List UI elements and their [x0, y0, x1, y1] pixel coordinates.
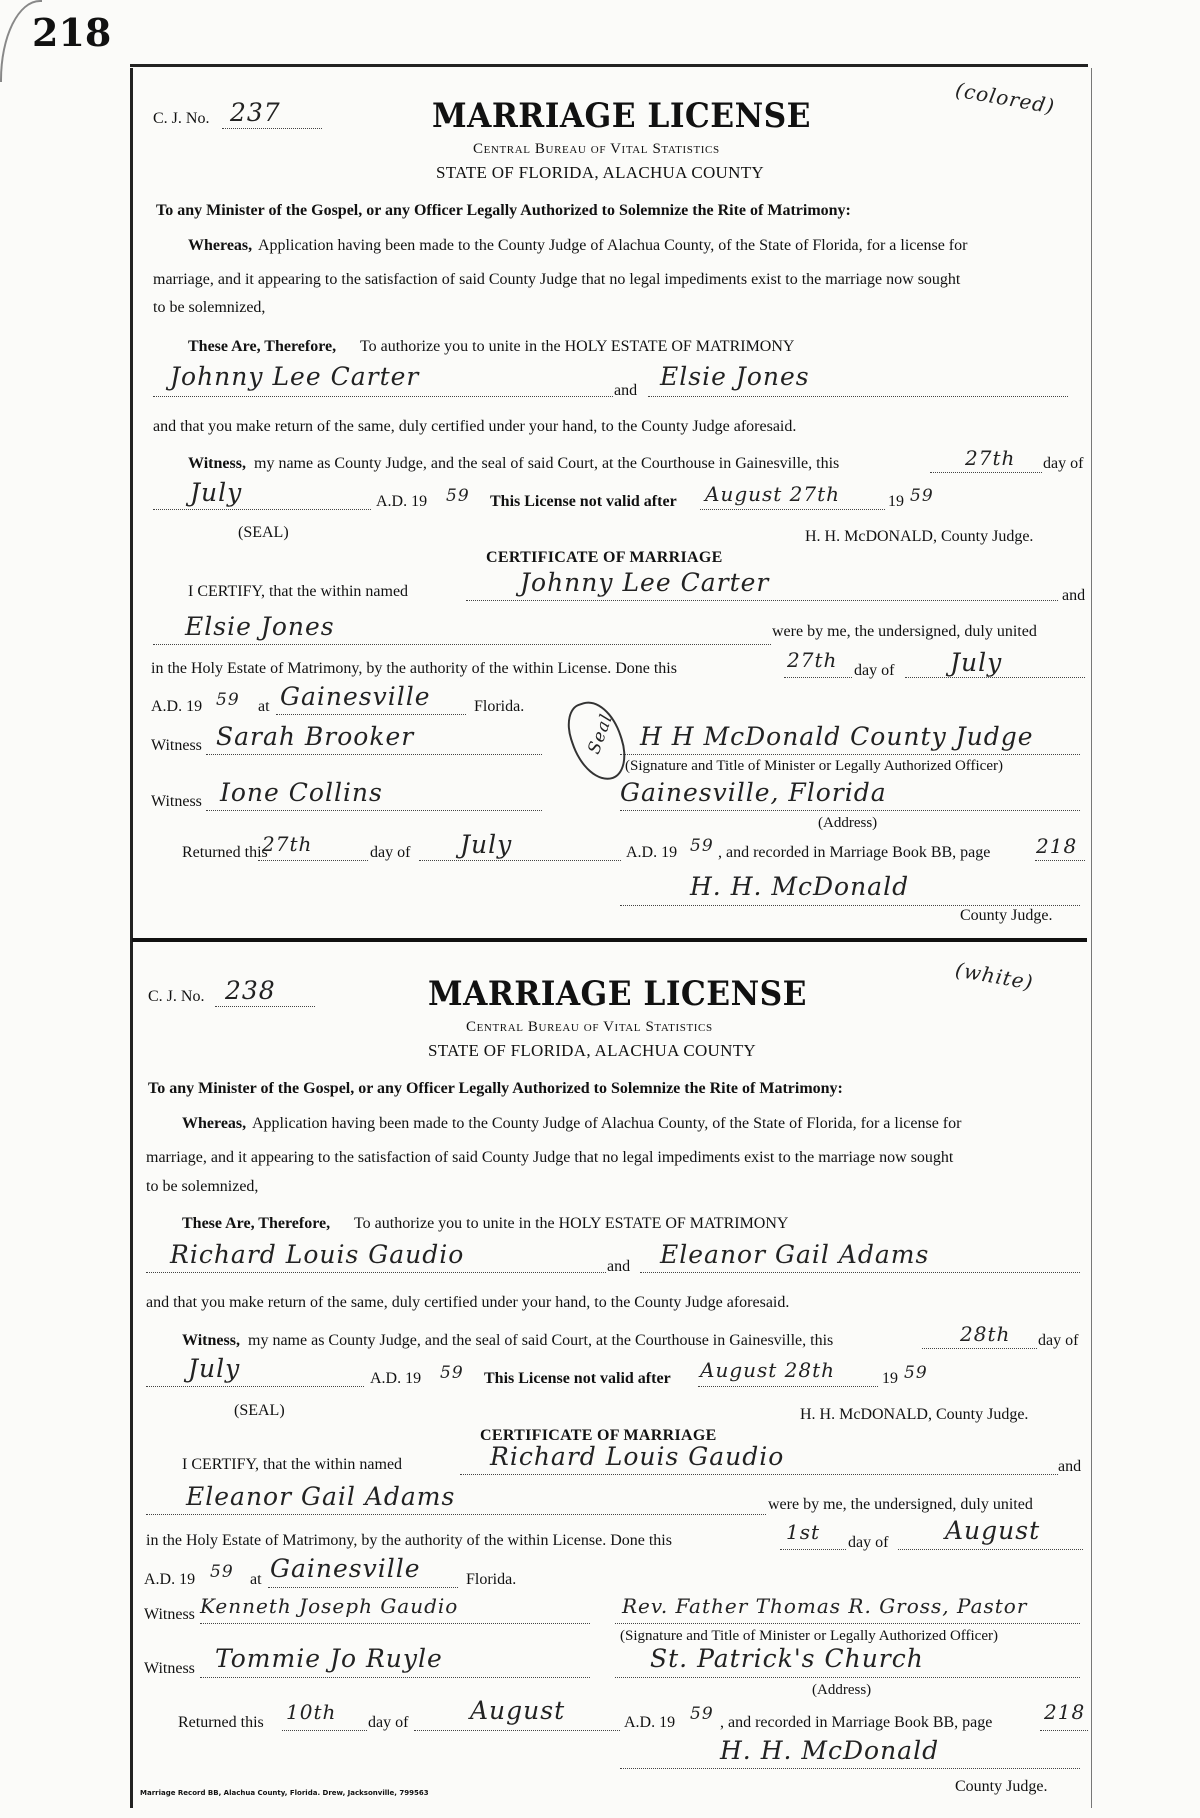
officer-signature: H H McDonald County Judge [640, 722, 1034, 751]
holy-estate-line: in the Holy Estate of Matrimony, by the authority of the within License. Done this [151, 660, 677, 677]
these-are-lead: These Are, Therefore, [188, 338, 337, 355]
cert-and: and [1058, 1458, 1082, 1475]
done-year: 59 [210, 1562, 234, 1582]
race-note: (white) [953, 957, 1036, 995]
recorded-text: , and recorded in Marriage Book BB, page [720, 1714, 993, 1731]
license-day-line [930, 472, 1042, 473]
license-month: July [188, 1354, 241, 1383]
license-year: 59 [440, 1363, 464, 1383]
officer-sig-line [615, 1623, 1080, 1624]
bride-line [640, 1272, 1080, 1273]
cert-bride-name: Eleanor Gail Adams [186, 1482, 456, 1511]
judge-signature: H. H. McDonald [720, 1736, 940, 1765]
done-month: July [950, 648, 1003, 677]
address-line: To any Minister of the Gospel, or any Officer Legally Authorized to Solemnize the Rite of Matrimony: [148, 1080, 843, 1097]
license-day: 27th [965, 446, 1016, 470]
done-day: 1st [786, 1520, 821, 1544]
witness2-line [206, 810, 542, 811]
cj-label: C. J. No. [148, 988, 205, 1005]
certificate-title: CERTIFICATE OF MARRIAGE [480, 1427, 717, 1444]
valid-after-line [700, 509, 885, 510]
returned-day-line [258, 860, 368, 861]
cert-groom-name: Johnny Lee Carter [520, 568, 770, 597]
returned-day-line [282, 1730, 367, 1731]
book-page-line [1035, 860, 1085, 861]
seal-label: (SEAL) [238, 524, 289, 541]
officer-address: Gainesville, Florida [620, 778, 887, 807]
florida-label: Florida. [474, 698, 525, 715]
witness2-name: Ione Collins [220, 778, 383, 807]
frame-top-border [130, 64, 1088, 67]
done-month-line [905, 677, 1085, 678]
these-are-rest: To authorize you to unite in the HOLY ESTATE OF MATRIMONY [360, 338, 795, 355]
done-day: 27th [787, 648, 838, 672]
cert-groom-name: Richard Louis Gaudio [490, 1442, 785, 1471]
book-page-line [1040, 1730, 1088, 1731]
and-word: and [607, 1258, 631, 1275]
returned-day-of: day of [370, 844, 411, 861]
officer-address-line [620, 810, 1080, 811]
witness-rest: my name as County Judge, and the seal of said Court, at the Courthouse in Gainesville, this [248, 1332, 834, 1349]
license-month: July [190, 478, 243, 507]
officer-sig-line [620, 754, 1080, 755]
bureau-name: Central Bureau of Vital Statistics [466, 1019, 713, 1035]
valid-after-line [698, 1386, 878, 1387]
officer-seal-text: Seal [584, 711, 618, 757]
judge-sig-line [620, 905, 1080, 906]
at-word: at [258, 698, 270, 715]
recorded-text: , and recorded in Marriage Book BB, page [718, 844, 991, 861]
license-day: 28th [960, 1322, 1011, 1346]
these-are-lead: These Are, Therefore, [182, 1215, 331, 1232]
witness-lead: Witness, [188, 455, 246, 472]
returned-month: August [470, 1696, 566, 1725]
returned-month-line [419, 860, 621, 861]
returned-month: July [460, 830, 513, 859]
whereas-line-3: to be solemnized, [146, 1178, 259, 1195]
whereas-lead: Whereas, [182, 1115, 247, 1132]
were-united: were by me, the undersigned, duly united [768, 1496, 1033, 1513]
cj-number: 237 [230, 98, 281, 127]
witness-rest: my name as County Judge, and the seal of said Court, at the Courthouse in Gainesville, this [254, 455, 840, 472]
cj-line [222, 128, 322, 129]
witness1-label: Witness [151, 737, 202, 754]
done-day-of: day of [848, 1534, 889, 1551]
bureau-name: Central Bureau of Vital Statistics [473, 141, 720, 157]
cj-line [215, 1006, 315, 1007]
were-united: were by me, the undersigned, duly united [772, 623, 1037, 640]
state-county: STATE OF FLORIDA, ALACHUA COUNTY [436, 163, 764, 182]
certify-line: I CERTIFY, that the within named [188, 583, 409, 600]
state-county: STATE OF FLORIDA, ALACHUA COUNTY [428, 1041, 756, 1060]
witness-lead: Witness, [182, 1332, 240, 1349]
groom-name: Johnny Lee Carter [170, 362, 420, 391]
returned-day: 27th [262, 832, 313, 856]
bride-line [648, 396, 1068, 397]
witness1-label: Witness [144, 1606, 195, 1623]
whereas-line-1: Application having been made to the County Judge of Alachua County, of the State of Florida, for a license for [252, 1115, 962, 1132]
judge-sig-line [620, 1768, 1080, 1769]
these-are-rest: To authorize you to unite in the HOLY ESTATE OF MATRIMONY [354, 1215, 789, 1232]
cert-groom-line [466, 600, 1058, 601]
done-year: 59 [216, 690, 240, 710]
valid-year: 59 [910, 486, 934, 506]
at-word: at [250, 1571, 262, 1588]
valid-year-label: 19 [888, 493, 904, 510]
seal-label: (SEAL) [234, 1402, 285, 1419]
cert-groom-line [460, 1474, 1058, 1475]
florida-label: Florida. [466, 1571, 517, 1588]
license-title: MARRIAGE LICENSE [428, 974, 807, 1014]
done-month: August [945, 1516, 1041, 1545]
groom-name: Richard Louis Gaudio [170, 1240, 465, 1269]
cert-bride-line [146, 1514, 766, 1515]
whereas-line-2: marriage, and it appearing to the satisfaction of said County Judge that no legal impediments exist to the marriage now sought [153, 271, 961, 288]
judge-signature: H. H. McDonald [690, 872, 910, 901]
returned-year: 59 [690, 836, 714, 856]
whereas-line-1: Application having been made to the County Judge of Alachua County, of the State of Florida, for a license for [258, 237, 968, 254]
groom-line [146, 1272, 606, 1273]
place-line [276, 714, 466, 715]
officer-signature: Rev. Father Thomas R. Gross, Pastor [622, 1594, 1028, 1618]
valid-after-date: August 28th [700, 1358, 836, 1382]
certificate-title: CERTIFICATE OF MARRIAGE [486, 549, 723, 566]
officer-address: St. Patrick's Church [650, 1644, 924, 1673]
witness2-line [200, 1677, 590, 1678]
whereas-line-2: marriage, and it appearing to the satisfaction of said County Judge that no legal impediments exist to the marriage now sought [146, 1149, 954, 1166]
witness1-name: Sarah Brooker [216, 722, 415, 751]
signature-caption: (Signature and Title of Minister or Legally Authorized Officer) [625, 758, 1003, 774]
cert-bride-name: Elsie Jones [185, 612, 335, 641]
license-divider [132, 938, 1087, 942]
returned-day-of: day of [368, 1714, 409, 1731]
license-day-line [922, 1348, 1037, 1349]
signature-caption: (Signature and Title of Minister or Legally Authorized Officer) [620, 1628, 998, 1644]
place: Gainesville [270, 1554, 421, 1583]
officer-address-line [615, 1677, 1080, 1678]
returned-day: 10th [286, 1700, 337, 1724]
judge-print-name: H. H. McDONALD, County Judge. [800, 1406, 1029, 1423]
book-page: 218 [1044, 1700, 1086, 1724]
address-line: To any Minister of the Gospel, or any Officer Legally Authorized to Solemnize the Rite of Matrimony: [156, 202, 851, 219]
witness1-line [200, 1623, 590, 1624]
page-number: 218 [32, 10, 112, 55]
done-day-of: day of [854, 662, 895, 679]
judge-print-name: H. H. McDONALD, County Judge. [805, 528, 1034, 545]
witness1-name: Kenneth Joseph Gaudio [200, 1594, 459, 1618]
book-page: 218 [1036, 834, 1078, 858]
license-month-line [153, 509, 371, 510]
address-caption: (Address) [812, 1682, 872, 1698]
returned-ad: A.D. 19 [626, 844, 678, 861]
bride-name: Eleanor Gail Adams [660, 1240, 930, 1269]
day-of: day of [1043, 455, 1084, 472]
returned-month-line [414, 1730, 620, 1731]
returned-label: Returned this [182, 844, 268, 861]
witness2-name: Tommie Jo Ruyle [215, 1644, 443, 1673]
ad-at-label: A.D. 19 [151, 698, 203, 715]
return-line: and that you make return of the same, duly certified under your hand, to the County Judge aforesaid. [153, 418, 797, 435]
done-day-line [784, 677, 852, 678]
license-year: 59 [446, 486, 470, 506]
cj-number: 238 [225, 976, 276, 1005]
place-line [268, 1587, 458, 1588]
returned-label: Returned this [178, 1714, 264, 1731]
county-judge-label: County Judge. [955, 1778, 1048, 1795]
ad-label: A.D. 19 [370, 1370, 422, 1387]
returned-year: 59 [690, 1704, 714, 1724]
cert-bride-line [153, 644, 771, 645]
groom-line [153, 396, 613, 397]
done-month-line [898, 1549, 1083, 1550]
cert-and: and [1062, 587, 1086, 604]
return-line: and that you make return of the same, duly certified under your hand, to the County Judge aforesaid. [146, 1294, 790, 1311]
witness2-label: Witness [144, 1660, 195, 1677]
witness2-label: Witness [151, 793, 202, 810]
witness1-line [206, 754, 542, 755]
certify-line: I CERTIFY, that the within named [182, 1456, 403, 1473]
not-valid-label: This License not valid after [484, 1370, 671, 1387]
printer-footer: Marriage Record BB, Alachua County, Florida. Drew, Jacksonville, 799563 [140, 1789, 429, 1797]
license-month-line [146, 1386, 364, 1387]
valid-year-label: 19 [882, 1370, 898, 1387]
not-valid-label: This License not valid after [490, 493, 677, 510]
ad-at-label: A.D. 19 [144, 1571, 196, 1588]
race-note: (colored) [953, 77, 1057, 119]
whereas-line-3: to be solemnized, [153, 299, 266, 316]
returned-ad: A.D. 19 [624, 1714, 676, 1731]
and-word: and [614, 382, 638, 399]
day-of: day of [1038, 1332, 1079, 1349]
ad-label: A.D. 19 [376, 493, 428, 510]
whereas-lead: Whereas, [188, 237, 253, 254]
license-title: MARRIAGE LICENSE [432, 96, 811, 136]
cj-label: C. J. No. [153, 110, 210, 127]
done-day-line [780, 1549, 846, 1550]
place: Gainesville [280, 682, 431, 711]
address-caption: (Address) [818, 815, 878, 831]
valid-year: 59 [904, 1363, 928, 1383]
bride-name: Elsie Jones [660, 362, 810, 391]
valid-after-date: August 27th [705, 482, 841, 506]
county-judge-label: County Judge. [960, 907, 1053, 924]
holy-estate-line: in the Holy Estate of Matrimony, by the authority of the within License. Done this [146, 1532, 672, 1549]
